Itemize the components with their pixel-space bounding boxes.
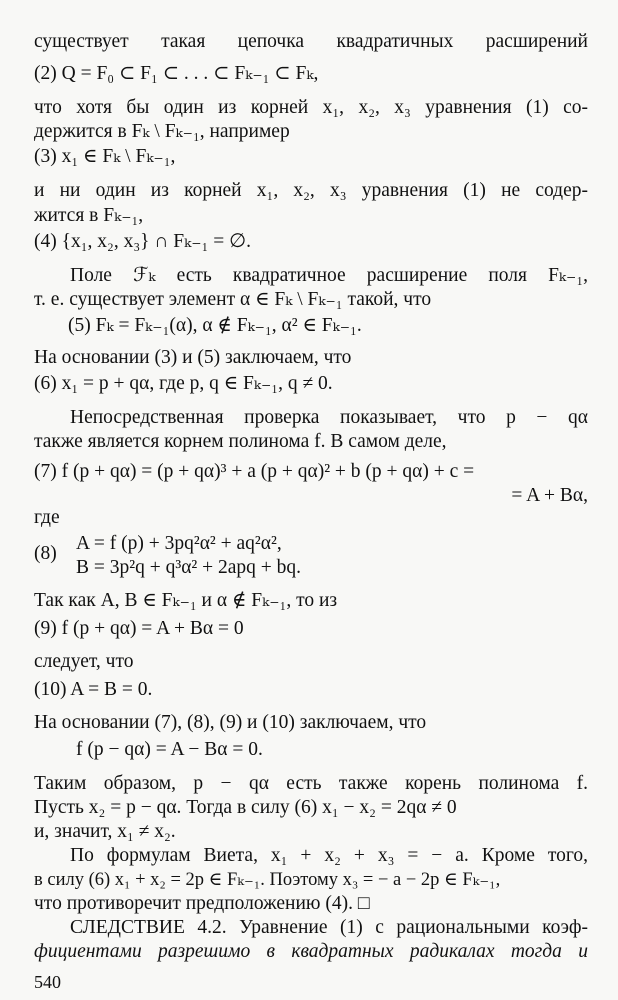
equation-8-line-a: A = f (p) + 3pq²α² + aq²α², [76,533,282,554]
text-line: что противоречит предположению (4). □ [34,893,370,914]
text-line: держится в Fₖ \ Fₖ₋₁, например [34,121,290,142]
equation-2: (2) Q = F₀ ⊂ F₁ ⊂ . . . ⊂ Fₖ₋₁ ⊂ Fₖ, [34,63,319,84]
text-line: На основании (7), (8), (9) и (10) заключаем, что [34,712,427,733]
text-line: фициентами разрешимо в квадратных радикалах тогда и [34,941,588,962]
text-line: и ни один из корней x₁, x₂, x₃ уравнения (1) не содер- [34,180,588,201]
text-line: что хотя бы один из корней x₁, x₂, x₃ уравнения (1) со- [34,97,588,118]
equation-6: (6) x₁ = p + qα, где p, q ∈ Fₖ₋₁, q ≠ 0. [34,373,333,394]
text-line: жится в Fₖ₋₁, [34,205,144,226]
text-line: и, значит, x₁ ≠ x₂. [34,821,176,842]
equation-unnumbered: f (p − qα) = A − Bα = 0. [76,739,263,760]
text-line: Непосредственная проверка показывает, что p − qα [70,407,588,428]
text-line: в силу (6) x₁ + x₂ = 2p ∈ Fₖ₋₁. Поэтому x₃ = − a − 2p ∈ Fₖ₋₁, [34,870,501,890]
corollary-heading: СЛЕДСТВИЕ 4.2. Уравнение (1) с рациональными коэф- [70,917,588,938]
equation-7: (7) f (p + qα) = (p + qα)³ + a (p + qα)² + b (p + qα) + c = [34,461,475,482]
text-line: Так как A, B ∈ Fₖ₋₁ и α ∉ Fₖ₋₁, то из [34,590,338,611]
text-line: существует такая цепочка квадратичных расширений [34,31,588,52]
equation-9: (9) f (p + qα) = A + Bα = 0 [34,618,244,639]
text-line: следует, что [34,651,134,672]
text-line: Пусть x₂ = p − qα. Тогда в силу (6) x₁ − x₂ = 2qα ≠ 0 [34,797,457,818]
text-line: также является корнем полинома f. В самом деле, [34,431,447,452]
text-line: На основании (3) и (5) заключаем, что [34,347,352,368]
page-number: 540 [34,972,61,992]
text-line: По формулам Виета, x₁ + x₂ + x₃ = − a. Кроме того, [70,845,588,866]
text-line: т. е. существует элемент α ∈ Fₖ \ Fₖ₋₁ такой, что [34,289,432,310]
text-line: Таким образом, p − qα есть также корень полинома f. [34,773,588,794]
equation-10: (10) A = B = 0. [34,679,153,700]
equation-4: (4) {x₁, x₂, x₃} ∩ Fₖ₋₁ = ∅. [34,231,251,252]
text-line: где [34,507,60,528]
equation-3: (3) x₁ ∈ Fₖ \ Fₖ₋₁, [34,146,176,167]
equation-8-line-b: B = 3p²q + q³α² + 2apq + bq. [76,557,302,578]
text-line: Поле ℱₖ есть квадратичное расширение поля Fₖ₋₁, [70,265,588,286]
equation-5: (5) Fₖ = Fₖ₋₁(α), α ∉ Fₖ₋₁, α² ∈ Fₖ₋₁. [68,315,362,336]
equation-7-continuation: = A + Bα, [511,485,588,506]
equation-8-label: (8) [34,543,57,564]
